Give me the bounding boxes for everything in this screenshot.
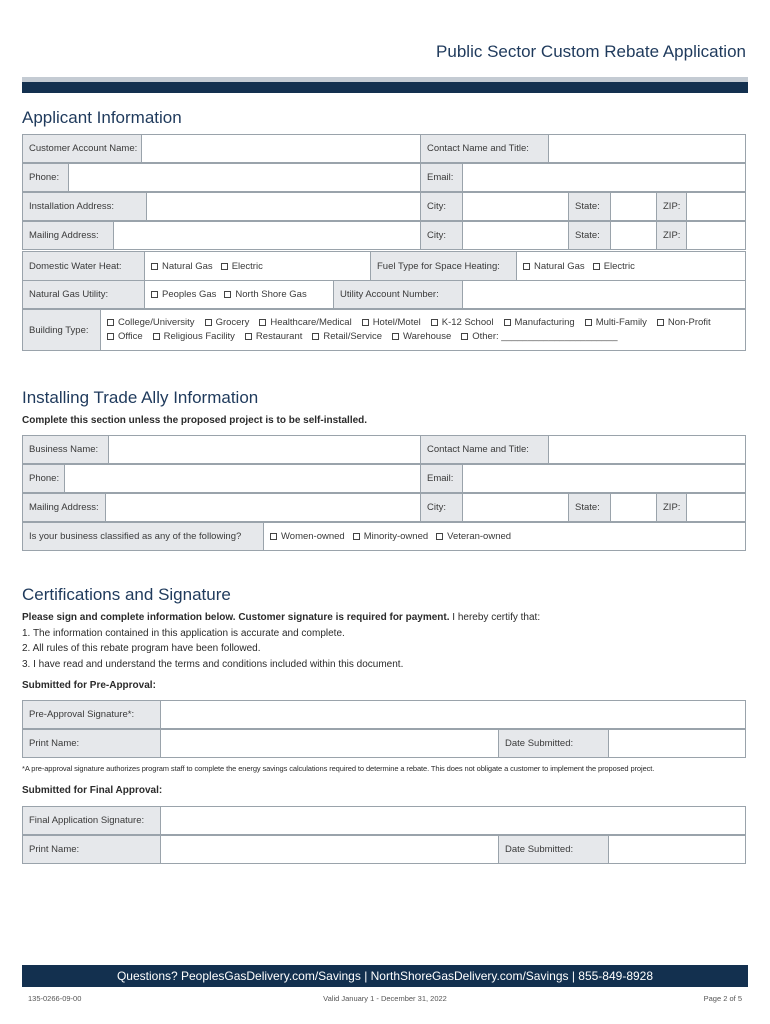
final-print-name-label: Print Name: — [23, 836, 161, 863]
preapproval-signature-input[interactable] — [161, 701, 745, 728]
building-type-option[interactable]: Restaurant — [245, 331, 302, 342]
fuel-natural-gas-option[interactable]: Natural Gas — [523, 261, 585, 272]
trade-zip-label: ZIP: — [657, 494, 687, 521]
checkbox-icon — [353, 533, 360, 540]
state-input[interactable] — [611, 222, 657, 249]
building-type-options-row1 — [107, 317, 745, 328]
checkbox-icon — [657, 319, 664, 326]
checkbox-icon — [431, 319, 438, 326]
trade-phone-input[interactable] — [65, 465, 421, 492]
zip-label: ZIP: — [657, 222, 687, 249]
building-type-option[interactable]: Manufacturing — [504, 317, 575, 328]
applicant-row-install-address — [22, 192, 746, 221]
trade-state-input[interactable] — [611, 494, 657, 521]
building-type-option[interactable]: Hotel/Motel — [362, 317, 421, 328]
footer-contact-bar: Questions? PeoplesGasDelivery.com/Savings | NorthShoreGasDelivery.com/Savings | 855-849-8928 — [22, 965, 748, 987]
building-type-option[interactable]: Healthcare/Medical — [259, 317, 351, 328]
trade-zip-input[interactable] — [687, 494, 745, 521]
installation-address-input[interactable] — [147, 193, 421, 220]
checkbox-icon — [153, 333, 160, 340]
applicant-row-mailing-address — [22, 221, 746, 250]
trade-row-business — [22, 435, 746, 464]
phone-label: Phone: — [23, 164, 69, 191]
business-name-label: Business Name: — [23, 436, 109, 463]
preapproval-date-label: Date Submitted: — [499, 730, 609, 757]
building-type-option[interactable]: Retail/Service — [312, 331, 382, 342]
customer-account-label: Customer Account Name: — [23, 135, 142, 162]
mailing-address-input[interactable] — [114, 222, 421, 249]
building-type-option[interactable]: Office — [107, 331, 143, 342]
mailing-address-label: Mailing Address: — [23, 222, 114, 249]
state-label: State: — [569, 222, 611, 249]
certification-intro: Please sign and complete information below. Customer signature is required for payment. I hereby certify that: — [22, 612, 541, 623]
installation-address-label: Installation Address: — [23, 193, 147, 220]
checkbox-icon — [593, 263, 600, 270]
checkbox-icon — [312, 333, 319, 340]
final-signature-label: Final Application Signature: — [23, 807, 161, 834]
page-number: Page 2 of 5 — [703, 994, 742, 1003]
certification-item-2: 2. All rules of this rebate program have been followed. — [22, 643, 261, 654]
final-signature-row — [22, 806, 746, 835]
form-number: 135-0266-09-00 — [28, 994, 82, 1003]
checkbox-icon — [205, 319, 212, 326]
preapproval-date-input[interactable] — [609, 730, 745, 757]
building-type-options — [101, 310, 745, 350]
final-date-label: Date Submitted: — [499, 836, 609, 863]
zip-input[interactable] — [687, 222, 745, 249]
contact-name-label: Contact Name and Title: — [421, 135, 549, 162]
applicant-row-phone — [22, 163, 746, 192]
north-shore-gas-option[interactable]: North Shore Gas — [224, 289, 306, 300]
peoples-gas-option[interactable]: Peoples Gas — [151, 289, 216, 300]
trade-mailing-address-label: Mailing Address: — [23, 494, 106, 521]
city-input[interactable] — [463, 193, 569, 220]
applicant-row-water-heat — [22, 251, 746, 281]
trade-email-input[interactable] — [463, 465, 745, 492]
document-title: Public Sector Custom Rebate Application — [436, 42, 746, 61]
trade-contact-name-input[interactable] — [549, 436, 745, 463]
checkbox-icon — [259, 319, 266, 326]
business-classification-options — [264, 523, 745, 550]
trade-mailing-address-input[interactable] — [106, 494, 421, 521]
email-label: Email: — [421, 164, 463, 191]
utility-account-number-label: Utility Account Number: — [334, 281, 463, 308]
domestic-water-heat-label: Domestic Water Heat: — [23, 252, 145, 280]
veteran-owned-option[interactable]: Veteran-owned — [436, 531, 511, 542]
applicant-row-utility — [22, 280, 746, 309]
preapproval-footnote: *A pre-approval signature authorizes program staff to complete the energy savings calculations required to determine a rebate. This does not obligate a customer to implement the proposed project. — [22, 764, 655, 773]
checkbox-icon — [392, 333, 399, 340]
applicant-section-title: Applicant Information — [22, 108, 182, 127]
building-type-option[interactable]: College/University — [107, 317, 195, 328]
certification-item-1: 1. The information contained in this application is accurate and complete. — [22, 628, 345, 639]
building-type-option[interactable]: Non-Profit — [657, 317, 711, 328]
checkbox-icon — [523, 263, 530, 270]
trade-phone-label: Phone: — [23, 465, 65, 492]
trade-city-input[interactable] — [463, 494, 569, 521]
customer-account-input[interactable] — [142, 135, 421, 162]
final-signature-input[interactable] — [161, 807, 745, 834]
trade-state-label: State: — [569, 494, 611, 521]
trade-city-label: City: — [421, 494, 463, 521]
header-rule-dark — [22, 82, 748, 93]
checkbox-icon — [245, 333, 252, 340]
fuel-electric-option[interactable]: Electric — [593, 261, 635, 272]
dwh-natural-gas-option[interactable]: Natural Gas — [151, 261, 213, 272]
valid-dates: Valid January 1 - December 31, 2022 — [323, 994, 447, 1003]
zip-input[interactable] — [687, 193, 745, 220]
phone-input[interactable] — [69, 164, 421, 191]
trade-contact-name-label: Contact Name and Title: — [421, 436, 549, 463]
building-type-label: Building Type: — [23, 310, 101, 350]
preapproval-signature-row — [22, 700, 746, 729]
building-type-option[interactable]: Multi-Family — [585, 317, 647, 328]
trade-ally-note: Complete this section unless the proposed project is to be self-installed. — [22, 415, 368, 426]
applicant-row-building-type — [22, 309, 746, 351]
state-input[interactable] — [611, 193, 657, 220]
business-classification-label: Is your business classified as any of the following? — [23, 523, 264, 550]
women-owned-option[interactable]: Women-owned — [270, 531, 345, 542]
checkbox-icon — [436, 533, 443, 540]
checkbox-icon — [151, 291, 158, 298]
final-approval-heading: Submitted for Final Approval: — [22, 785, 163, 796]
natural-gas-utility-label: Natural Gas Utility: — [23, 281, 145, 308]
building-type-option[interactable]: K-12 School — [431, 317, 494, 328]
domestic-water-heat-options — [145, 252, 371, 280]
certification-section-title: Certifications and Signature — [22, 585, 231, 604]
building-type-option[interactable]: Warehouse — [392, 331, 451, 342]
preapproval-signature-label: Pre-Approval Signature*: — [23, 701, 161, 728]
preapproval-print-name-input[interactable] — [161, 730, 499, 757]
natural-gas-utility-options — [145, 281, 334, 308]
city-label: City: — [421, 193, 463, 220]
final-date-input[interactable] — [609, 836, 745, 863]
certification-item-3: 3. I have read and understand the terms and conditions included within this document. — [22, 659, 404, 670]
preapproval-name-row — [22, 729, 746, 758]
building-type-options-row2 — [107, 331, 745, 342]
dwh-electric-option[interactable]: Electric — [221, 261, 263, 272]
building-type-option[interactable]: Religious Facility — [153, 331, 235, 342]
trade-row-classification — [22, 522, 746, 551]
city-label: City: — [421, 222, 463, 249]
trade-row-mailing — [22, 493, 746, 522]
applicant-row-account — [22, 134, 746, 163]
checkbox-icon — [107, 319, 114, 326]
checkbox-icon — [504, 319, 511, 326]
trade-email-label: Email: — [421, 465, 463, 492]
fuel-type-label: Fuel Type for Space Heating: — [371, 252, 517, 280]
checkbox-icon — [585, 319, 592, 326]
trade-row-phone — [22, 464, 746, 493]
utility-account-number-input[interactable] — [463, 281, 745, 308]
checkbox-icon — [270, 533, 277, 540]
email-input[interactable] — [463, 164, 745, 191]
building-type-option[interactable]: Other: ______________________ — [461, 331, 617, 342]
checkbox-icon — [362, 319, 369, 326]
minority-owned-option[interactable]: Minority-owned — [353, 531, 428, 542]
city-input[interactable] — [463, 222, 569, 249]
trade-ally-section-title: Installing Trade Ally Information — [22, 388, 259, 407]
preapproval-print-name-label: Print Name: — [23, 730, 161, 757]
checkbox-icon — [461, 333, 468, 340]
state-label: State: — [569, 193, 611, 220]
final-name-row — [22, 835, 746, 864]
business-name-input[interactable] — [109, 436, 421, 463]
checkbox-icon — [107, 333, 114, 340]
preapproval-heading: Submitted for Pre-Approval: — [22, 680, 156, 691]
building-type-option[interactable]: Grocery — [205, 317, 250, 328]
final-print-name-input[interactable] — [161, 836, 499, 863]
checkbox-icon — [224, 291, 231, 298]
checkbox-icon — [151, 263, 158, 270]
zip-label: ZIP: — [657, 193, 687, 220]
checkbox-icon — [221, 263, 228, 270]
fuel-type-options — [517, 252, 745, 280]
contact-name-input[interactable] — [549, 135, 745, 162]
